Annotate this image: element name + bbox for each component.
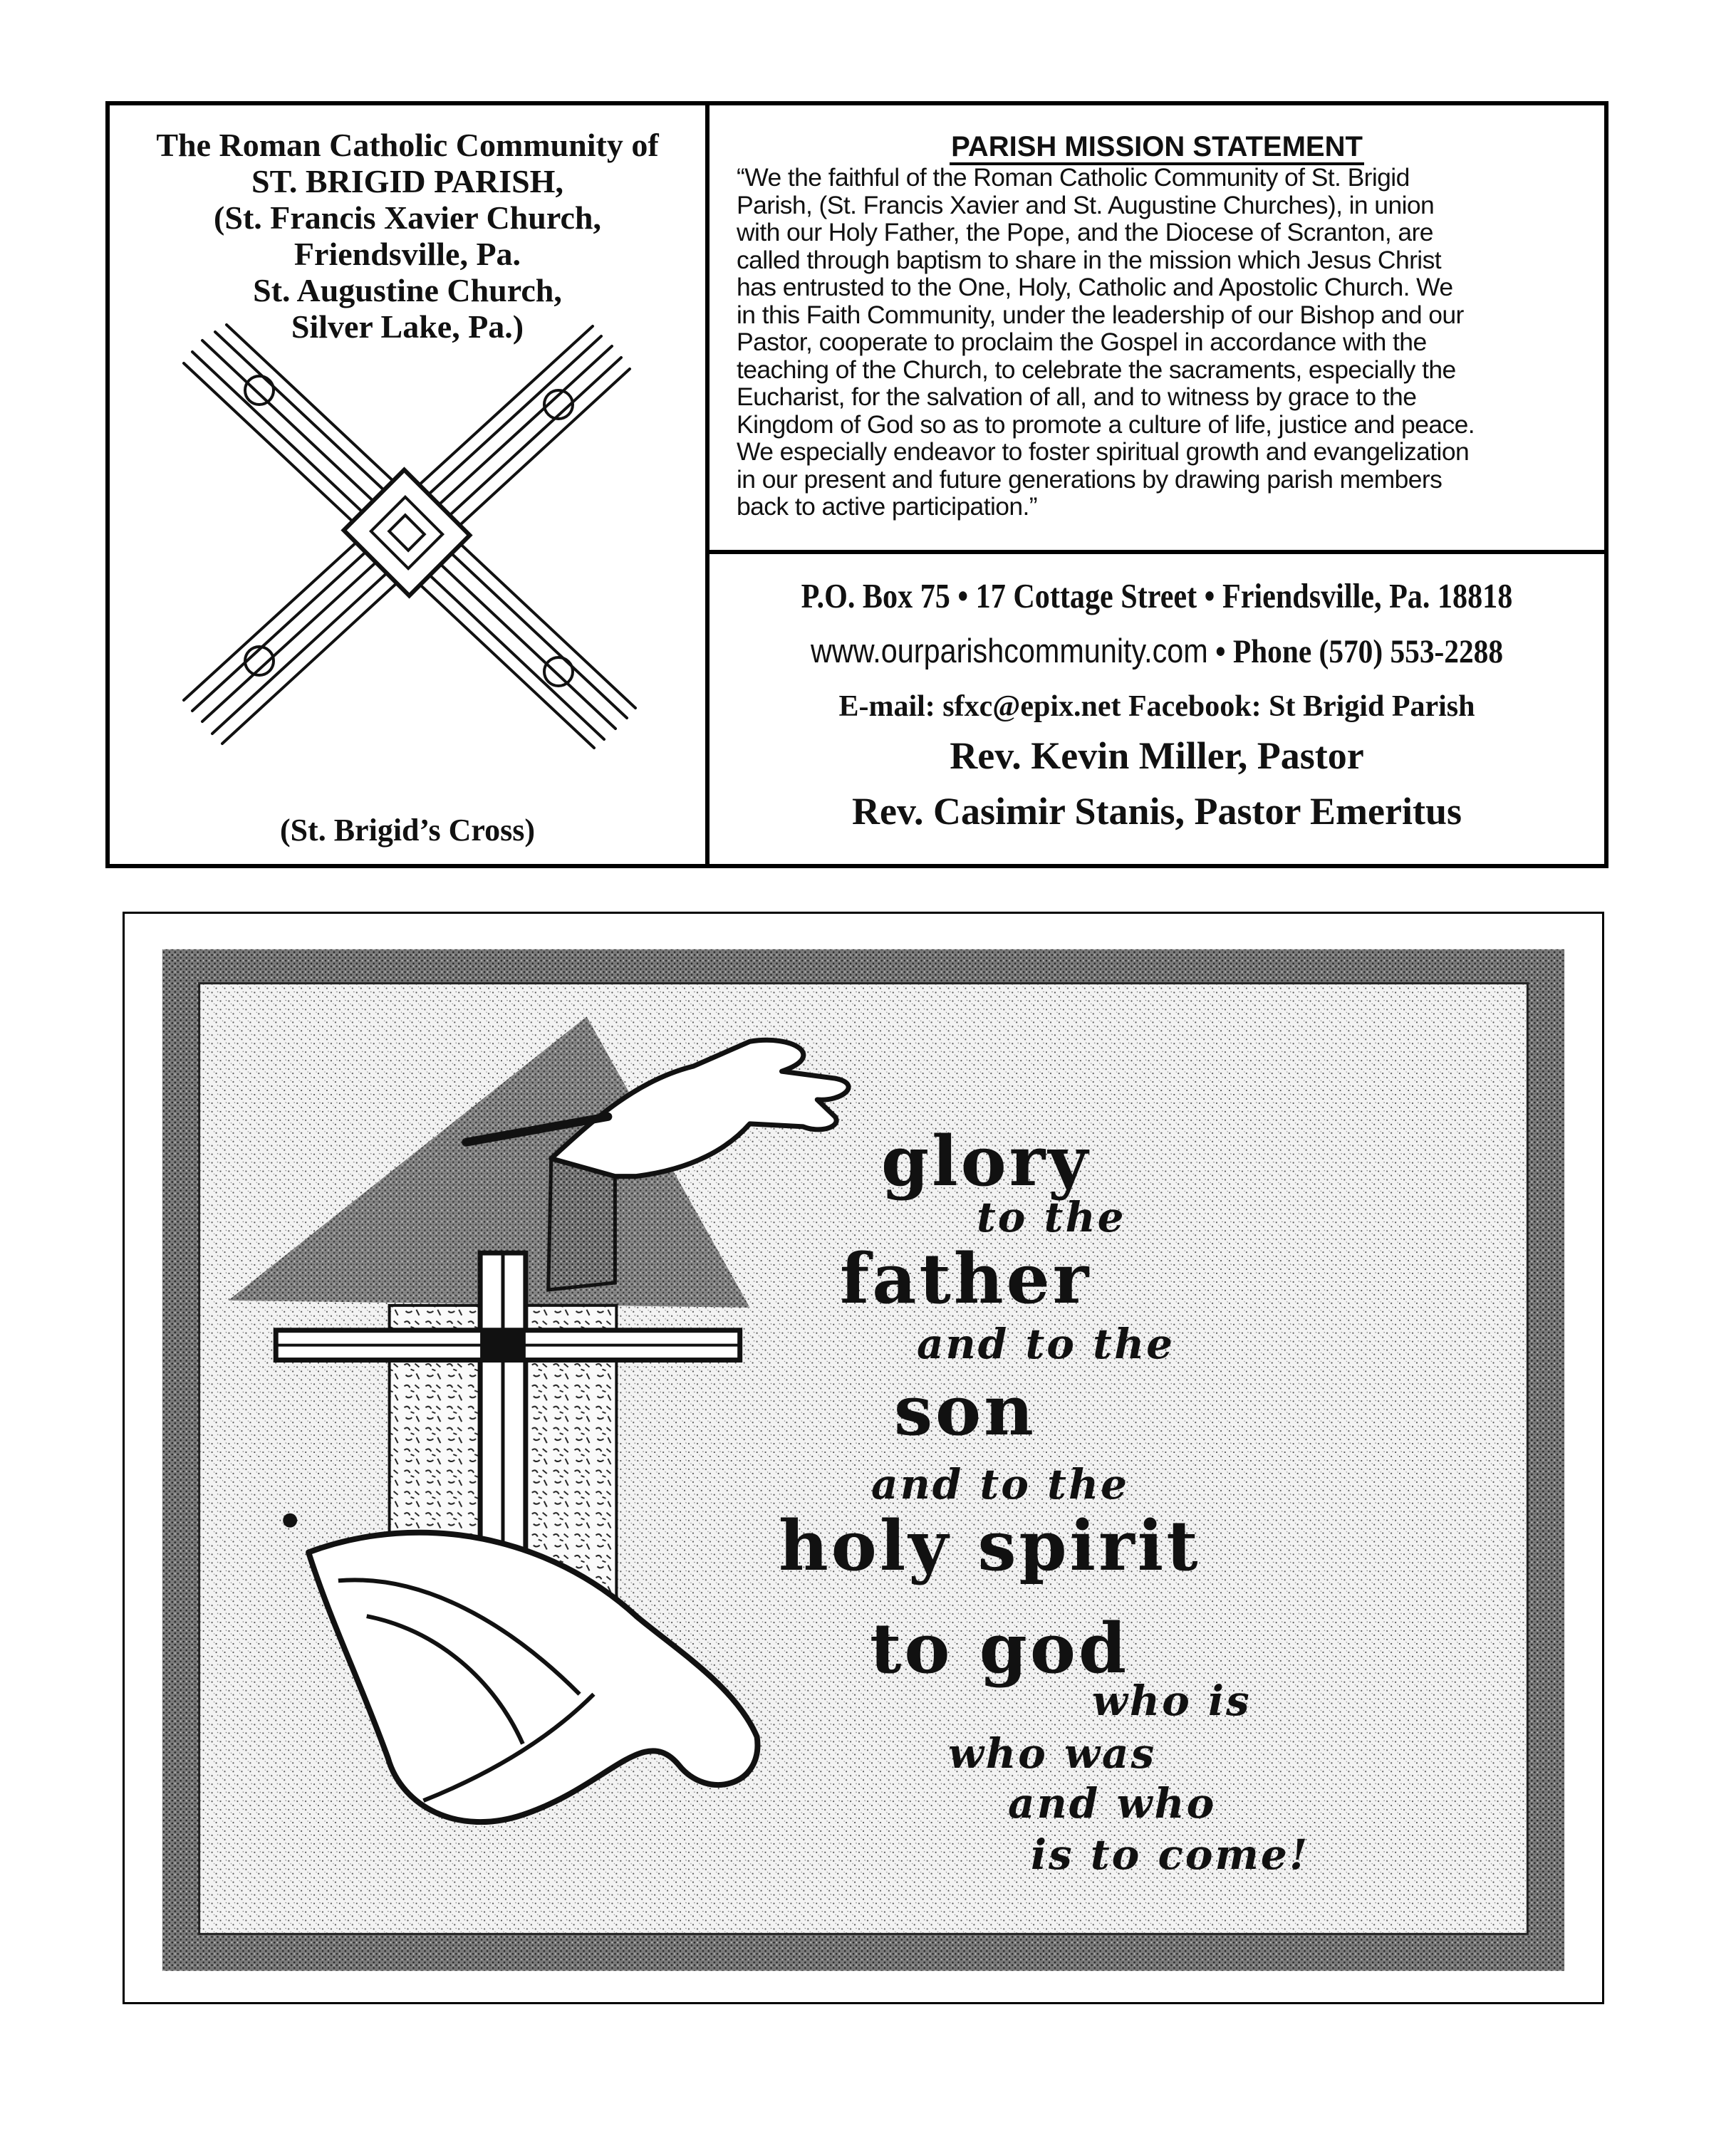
doxology-line: and to the <box>917 1320 1175 1368</box>
cross-caption: (St. Brigid’s Cross) <box>279 813 536 848</box>
website-link[interactable]: www.ourparishcommunity.com <box>810 632 1208 669</box>
postal-address: P.O. Box 75 • 17 Cottage Street • Friendsville, Pa. 18818 <box>801 576 1513 615</box>
sleeve-shape <box>549 1159 615 1290</box>
doxology-line: to the <box>977 1193 1126 1241</box>
mission-title-text: PARISH MISSION STATEMENT <box>950 131 1364 165</box>
mission-line: has entrusted to the One, Holy, Catholic and Apostolic Church. We <box>737 273 1453 301</box>
doxology-line: holy spirit <box>779 1506 1201 1586</box>
doxology-line: glory <box>881 1121 1091 1202</box>
doxology-line: son <box>894 1370 1036 1451</box>
mission-line: We especially endeavor to foster spiritual growth and evangelization <box>737 437 1470 466</box>
doxology-line: who was <box>948 1729 1157 1778</box>
community-line: (St. Francis Xavier Church, <box>214 199 601 236</box>
mission-title <box>710 131 1604 162</box>
mission-line: Kingdom of God so as to promote a culture of life, justice and peace. <box>737 410 1475 439</box>
mission-line: “We the faithful of the Roman Catholic Community of St. Brigid <box>737 163 1410 192</box>
parish-header-box <box>105 101 1608 868</box>
mission-line: Parish, (St. Francis Xavier and St. Augustine Churches), in union <box>737 190 1435 219</box>
st-brigid-cross-illustration <box>174 312 644 754</box>
doxology-line: father <box>840 1239 1092 1319</box>
doxology-artwork <box>125 914 1602 2002</box>
doxology-line: and who <box>1008 1779 1217 1828</box>
community-line: Friendsville, Pa. <box>293 236 521 272</box>
mission-line: Pastor, cooperate to proclaim the Gospel in accordance with the <box>737 328 1427 356</box>
mission-line: in this Faith Community, under the leadership of our Bishop and our <box>737 300 1464 329</box>
pastor-emeritus-name: Rev. Casimir Stanis, Pastor Emeritus <box>852 790 1462 833</box>
pastor-name: Rev. Kevin Miller, Pastor <box>950 734 1364 777</box>
mission-line: in our present and future generations by drawing parish members <box>737 464 1443 494</box>
doxology-line: is to come! <box>1031 1830 1310 1879</box>
mission-statement-text <box>737 164 1602 521</box>
mission-line: Eucharist, for the salvation of all, and to witness by grace to the <box>737 382 1417 411</box>
mission-line: teaching of the Church, to celebrate the sacraments, especially the <box>737 355 1456 384</box>
doxology-line: and to the <box>871 1460 1130 1509</box>
community-line: St. Augustine Church, <box>253 272 562 308</box>
community-line: The Roman Catholic Community of <box>156 127 659 163</box>
web-phone-line <box>763 631 1550 671</box>
phone-number: Phone (570) 553-2288 <box>1232 633 1504 670</box>
mission-line: called through baptism to share in the mission which Jesus Christ <box>737 245 1442 274</box>
email-facebook-line: E-mail: sfxc@epix.net Facebook: St Brigid Parish <box>838 690 1475 723</box>
mission-statement-panel <box>710 105 1604 554</box>
community-line: ST. BRIGID PARISH, <box>251 163 563 199</box>
contact-panel <box>710 554 1604 864</box>
doxology-card <box>123 912 1604 2004</box>
mission-line: with our Holy Father, the Pope, and the Diocese of Scranton, are <box>737 218 1433 246</box>
parish-identity-panel <box>110 105 710 864</box>
community-line: Silver Lake, Pa.) <box>291 308 524 345</box>
mission-line: back to active participation.” <box>737 492 1038 521</box>
doxology-line: to god <box>870 1608 1130 1689</box>
separator-dot: • <box>1207 633 1233 670</box>
doxology-line: who is <box>1092 1677 1252 1725</box>
